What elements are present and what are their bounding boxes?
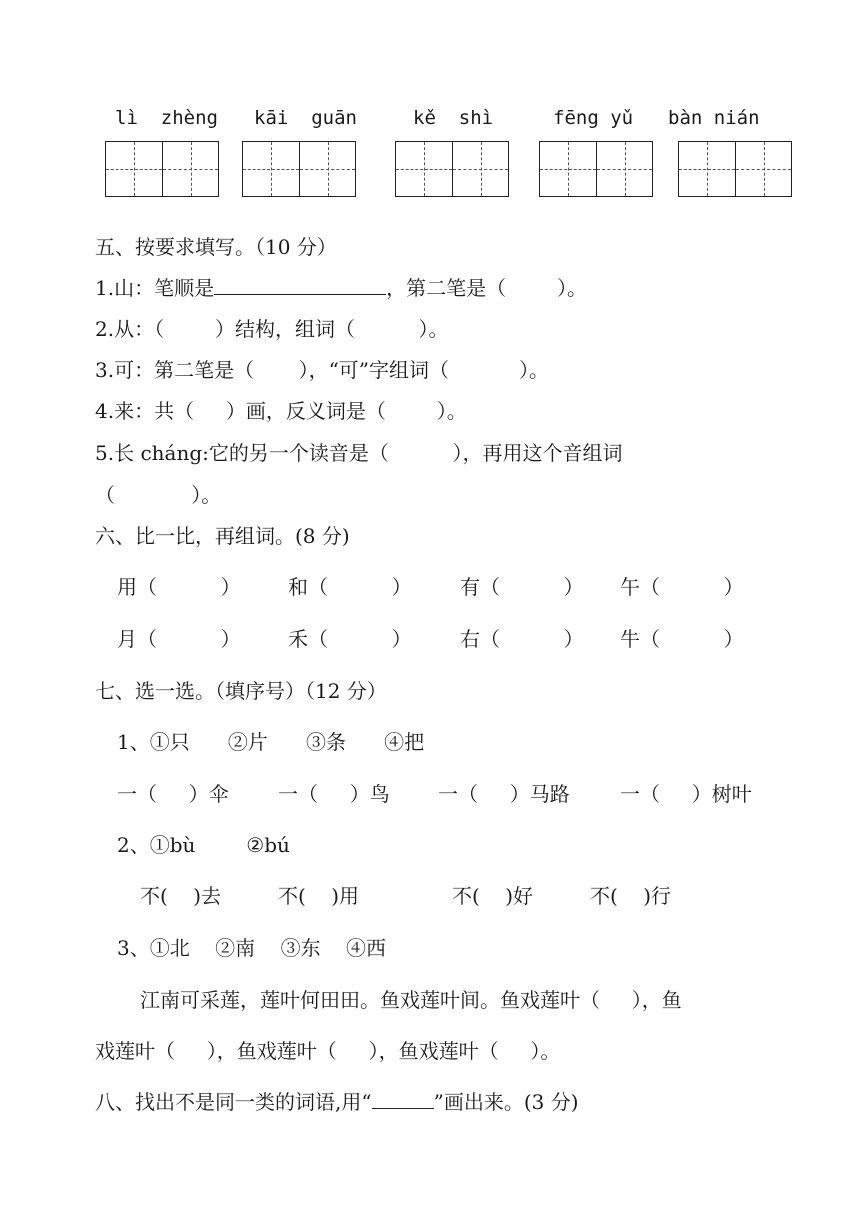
compare-item: 和（ ） (288, 575, 412, 599)
pinyin-label: bàn nián (668, 107, 760, 129)
compare-item: 禾（ ） (288, 627, 412, 651)
section5-question-2: 2.从：（ ）结构，组词（ ）。 (95, 317, 449, 341)
compare-item: 用（ ） (117, 575, 241, 599)
fill-item: 不( )去 (140, 884, 222, 908)
fill-item: 一（ ）马路 (438, 782, 570, 806)
fill-item: 不( )行 (590, 884, 672, 908)
section7-title: 七、选一选。（填序号）（12 分） (95, 679, 387, 703)
fill-item: 一（ ）鸟 (278, 782, 390, 806)
underline-sample (372, 1090, 434, 1109)
section8-title-text: ”画出来。(3 分) (433, 1090, 579, 1114)
section5-question-5-cont: （ ）。 (95, 483, 222, 507)
question-text: ，第二笔是（ ）。 (386, 276, 587, 300)
section5-question-1 (95, 272, 587, 301)
section8-title (95, 1086, 579, 1115)
fill-item: 不( )用 (278, 884, 360, 908)
choice-options: 3、①北 ②南 ③东 ④西 (117, 936, 387, 960)
choice-options: 2、①bù ②bú (117, 833, 290, 857)
pinyin-label: fēng yǔ (553, 107, 634, 129)
section5-question-5: 5.长 cháng:它的另一个读音是（ ），再用这个音组词 (95, 441, 623, 465)
compare-item: 午（ ） (620, 575, 744, 599)
fill-item: 不( )好 (452, 884, 534, 908)
compare-item: 有（ ） (460, 575, 584, 599)
writing-grid[interactable] (395, 141, 509, 197)
writing-grid[interactable] (105, 141, 219, 197)
pinyin-label: kāi guān (254, 107, 357, 129)
compare-item: 牛（ ） (620, 627, 744, 651)
choice-options: 1、①只 ②片 ③条 ④把 (117, 730, 425, 754)
section8-title-text: 八、找出不是同一类的词语,用“ (95, 1090, 372, 1114)
pinyin-label: lì zhèng (115, 107, 218, 129)
poem-line: 戏莲叶（ ），鱼戏莲叶（ ），鱼戏莲叶（ ）。 (95, 1039, 561, 1063)
question-text: 1.山：笔顺是 (95, 276, 215, 300)
answer-blank[interactable] (214, 276, 386, 295)
section5-question-4: 4.来：共（ ）画，反义词是（ ）。 (95, 399, 467, 423)
pinyin-label: kě shì (413, 107, 494, 129)
compare-item: 右（ ） (460, 627, 584, 651)
section6-title: 六、比一比，再组词。(8 分) (95, 524, 350, 548)
section5-question-3: 3.可：第二笔是（ ），“可”字组词（ ）。 (95, 358, 549, 382)
fill-item: 一（ ）伞 (117, 782, 229, 806)
writing-grid[interactable] (242, 141, 356, 197)
writing-grid[interactable] (678, 141, 792, 197)
compare-item: 月（ ） (117, 627, 241, 651)
poem-line: 江南可采莲，莲叶何田田。鱼戏莲叶间。鱼戏莲叶（ ），鱼 (140, 988, 682, 1012)
section5-title: 五、按要求填写。（10 分） (95, 235, 337, 259)
writing-grid[interactable] (539, 141, 653, 197)
fill-item: 一（ ）树叶 (620, 782, 752, 806)
